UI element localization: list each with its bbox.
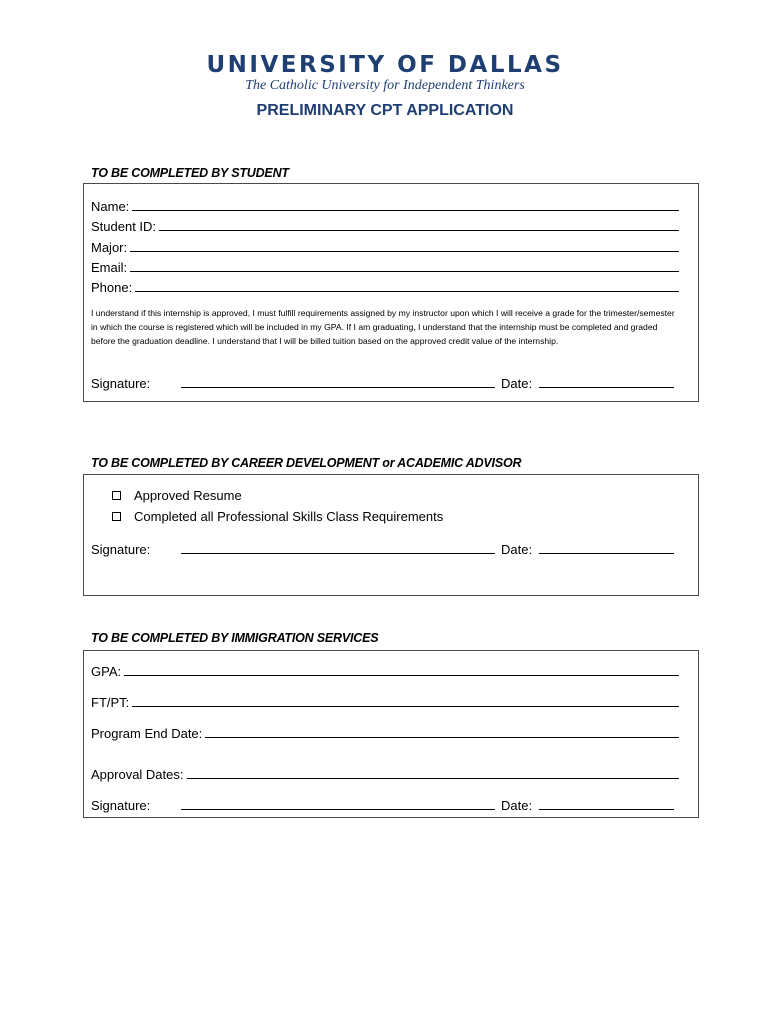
immigration-signature-label: Signature:	[91, 798, 151, 813]
student-id-label: Student ID:	[91, 219, 157, 234]
student-id-field[interactable]	[91, 216, 679, 234]
student-section-heading: TO BE COMPLETED BY STUDENT	[91, 166, 289, 180]
ftpt-label: FT/PT:	[91, 695, 130, 710]
immigration-signature-line[interactable]	[181, 809, 495, 810]
phone-field[interactable]	[91, 277, 679, 295]
approval-dates-label: Approval Dates:	[91, 767, 184, 782]
immigration-date-line[interactable]	[539, 809, 674, 810]
student-date-label: Date:	[501, 376, 533, 391]
program-end-date-line[interactable]	[205, 737, 679, 738]
major-line[interactable]	[130, 251, 679, 252]
major-field[interactable]	[91, 237, 679, 255]
student-acknowledgement-text: I understand if this internship is approved, I must fulfill requirements assigned by my instructor upon which I will receive a grade for the trimester/semester in which the course is registered which will be included in my GPA. If I am graduating, I understand that the internship must be completed and graded before the graduation deadline. I understand that I will be billed tuition based on the approved credit value of the internship.	[91, 308, 675, 346]
approval-dates-line[interactable]	[187, 778, 680, 779]
skills-class-checkbox[interactable]	[112, 512, 121, 521]
student-id-line[interactable]	[159, 230, 679, 231]
gpa-field[interactable]	[91, 661, 679, 679]
page-title: PRELIMINARY CPT APPLICATION	[256, 102, 514, 119]
immigration-signature-row	[91, 795, 681, 813]
advisor-section-heading: TO BE COMPLETED BY CAREER DEVELOPMENT or ACADEMIC ADVISOR	[91, 456, 522, 470]
university-logo-wordmark: UNIVERSITY OF DALLAS	[206, 52, 564, 78]
email-label: Email:	[91, 260, 128, 275]
name-line[interactable]	[132, 210, 679, 211]
student-signature-row	[91, 373, 681, 391]
gpa-label: GPA:	[91, 664, 122, 679]
program-end-date-label: Program End Date:	[91, 726, 203, 741]
ftpt-field[interactable]	[91, 692, 679, 710]
email-line[interactable]	[130, 271, 679, 272]
phone-line[interactable]	[135, 291, 679, 292]
approval-dates-field[interactable]	[91, 764, 679, 782]
approved-resume-checkbox[interactable]	[112, 491, 121, 500]
phone-label: Phone:	[91, 280, 133, 295]
gpa-line[interactable]	[124, 675, 679, 676]
skills-class-item[interactable]	[112, 507, 443, 525]
email-field[interactable]	[91, 257, 679, 275]
student-date-line[interactable]	[539, 387, 674, 388]
immigration-section-heading: TO BE COMPLETED BY IMMIGRATION SERVICES	[91, 631, 379, 645]
immigration-date-label: Date:	[501, 798, 533, 813]
name-field[interactable]	[91, 196, 679, 214]
ftpt-line[interactable]	[132, 706, 679, 707]
university-tagline: The Catholic University for Independent Thinkers	[245, 78, 525, 93]
advisor-date-label: Date:	[501, 542, 533, 557]
skills-class-label: Completed all Professional Skills Class Requirements	[134, 508, 444, 524]
advisor-signature-label: Signature:	[91, 542, 151, 557]
name-label: Name:	[91, 199, 130, 214]
advisor-signature-row	[91, 539, 681, 557]
program-end-date-field[interactable]	[91, 723, 679, 741]
student-signature-line[interactable]	[181, 387, 495, 388]
student-signature-label: Signature:	[91, 376, 151, 391]
major-label: Major:	[91, 240, 128, 255]
approved-resume-item[interactable]	[112, 486, 242, 504]
approved-resume-label: Approved Resume	[134, 487, 242, 503]
advisor-date-line[interactable]	[539, 553, 674, 554]
advisor-signature-line[interactable]	[181, 553, 495, 554]
